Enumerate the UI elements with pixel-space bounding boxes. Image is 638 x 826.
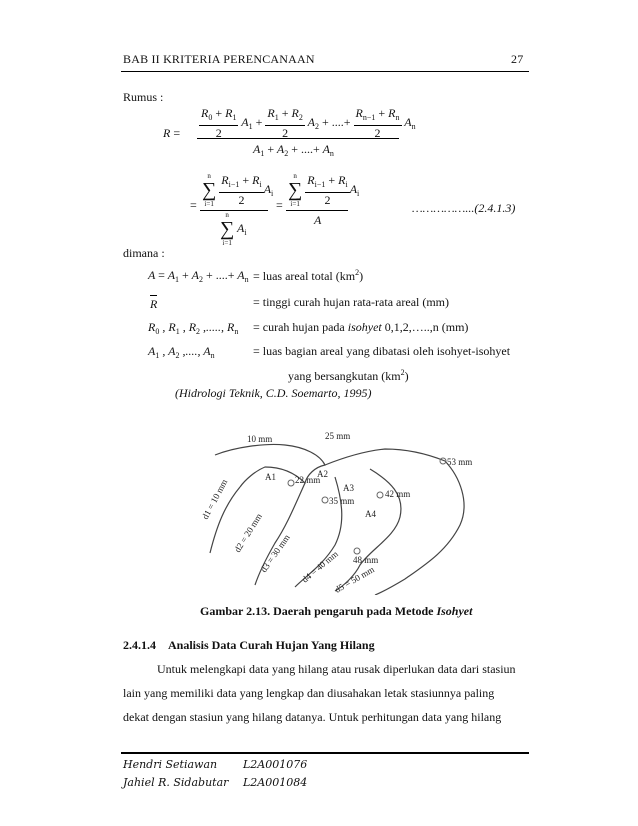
def-symbol-A: $A = A_1 + A_2$ + ....+ $A_n$ [148, 268, 249, 284]
definitions-intro: dimana : [123, 246, 165, 260]
label-53mm: 53 mm [447, 457, 473, 467]
station-48 [354, 548, 360, 554]
label-d1: d1 = 10 mm [199, 477, 230, 521]
author-1-name: Hendri Setiawan [123, 758, 218, 771]
isohyet-d5 [375, 461, 464, 595]
label-22mm: 22 mm [295, 475, 321, 485]
page-number: 27 [511, 52, 524, 66]
label-d5: d5 = 50 mm [333, 564, 376, 595]
section-heading [123, 638, 375, 653]
citation: (Hidrologi Teknik, C.D. Soemarto, 1995) [175, 386, 372, 400]
formula-intro: Rumus : [123, 90, 164, 104]
label-d2: d2 = 20 mm [232, 511, 264, 555]
def-symbol-Rn: $R_0$ , $R_1$ , $R_2$ ,....., $R_n$ [148, 320, 239, 336]
station-22 [288, 480, 294, 486]
label-d4: d4 = 40 mm [299, 548, 340, 585]
isohyet-map [195, 425, 485, 595]
def-text-An: = luas bagian areal yang dibatasi oleh isohyet-isohyet [253, 344, 511, 358]
equation-ref: ……………...(2.4.1.3) [412, 201, 516, 215]
def-symbol-An: $A_1$ , $A_2$ ,...., $A_n$ [148, 344, 215, 360]
figure-caption: Gambar 2.13. Daerah pengaruh pada Metode Isohyet [200, 604, 473, 618]
author-2-name: Jahiel R. Sidabutar [123, 776, 229, 789]
station-42 [377, 492, 383, 498]
def-text-A: = luas areal total $(km^2)$ [253, 268, 364, 283]
section-title: Analisis Data Curah Hujan Yang Hilang [168, 638, 375, 652]
label-48mm: 48 mm [353, 555, 379, 565]
label-a3: A3 [343, 483, 354, 493]
def-text-R: = tinggi curah hujan rata-rata areal (mm) [253, 295, 450, 309]
author-2-nim: L2A001084 [243, 776, 308, 789]
label-d3: d3 = 30 mm [258, 532, 292, 575]
def-symbol-R: R [150, 297, 158, 311]
label-10mm: 10 mm [247, 434, 273, 444]
main-formula: R = $\frac{R_0 + R_1}{2}$ $A_1$ + $\frac{R_1 + R_2}{2}$ $A_2$ + ....+ $\frac{R_{n-1} + R_n}{2}$ $A_n$ $A_1 + A_2$ + ....+ $A_n$ [163, 106, 416, 158]
def-text-Rn: = curah hujan pada isohyet 0,1,2,…..,n (mm) [253, 320, 469, 334]
paragraph-line-1: Untuk melengkapi data yang hilang atau rusak diperlukan data dari stasiun [157, 662, 516, 676]
header-rule [121, 71, 529, 72]
label-a4: A4 [365, 509, 376, 519]
isohyet-25-top [325, 449, 445, 465]
chapter-header: BAB II KRITERIA PERENCANAAN [123, 52, 315, 66]
footer-rule [121, 752, 529, 754]
section-number: 2.4.1.4 [123, 638, 156, 652]
label-42mm: 42 mm [385, 489, 411, 499]
author-1-nim: L2A001076 [243, 758, 308, 771]
def-text-An-cont: yang bersangkutan $(km^2)$ [288, 368, 409, 383]
label-25mm: 25 mm [325, 431, 351, 441]
label-a2: A2 [317, 469, 328, 479]
station-35 [322, 497, 328, 503]
paragraph-line-2: lain yang memiliki data yang lengkap dan diusahakan letak stasiunnya paling [123, 686, 495, 700]
label-a1: A1 [265, 472, 276, 482]
sum-formula: = n ∑ i=1 $\frac{R_{i-1} + R_i}{2}$ $A_i$ n ∑ i=1 $A_i$ = n ∑ i=1 $\frac{R_{i-1} + R_i}{2}$ $A_i$ A [190, 172, 360, 247]
paragraph-line-3: dekat dengan stasiun yang hilang datanya. Untuk perhitungan data yang hilang [123, 710, 502, 724]
label-35mm: 35 mm [329, 496, 355, 506]
